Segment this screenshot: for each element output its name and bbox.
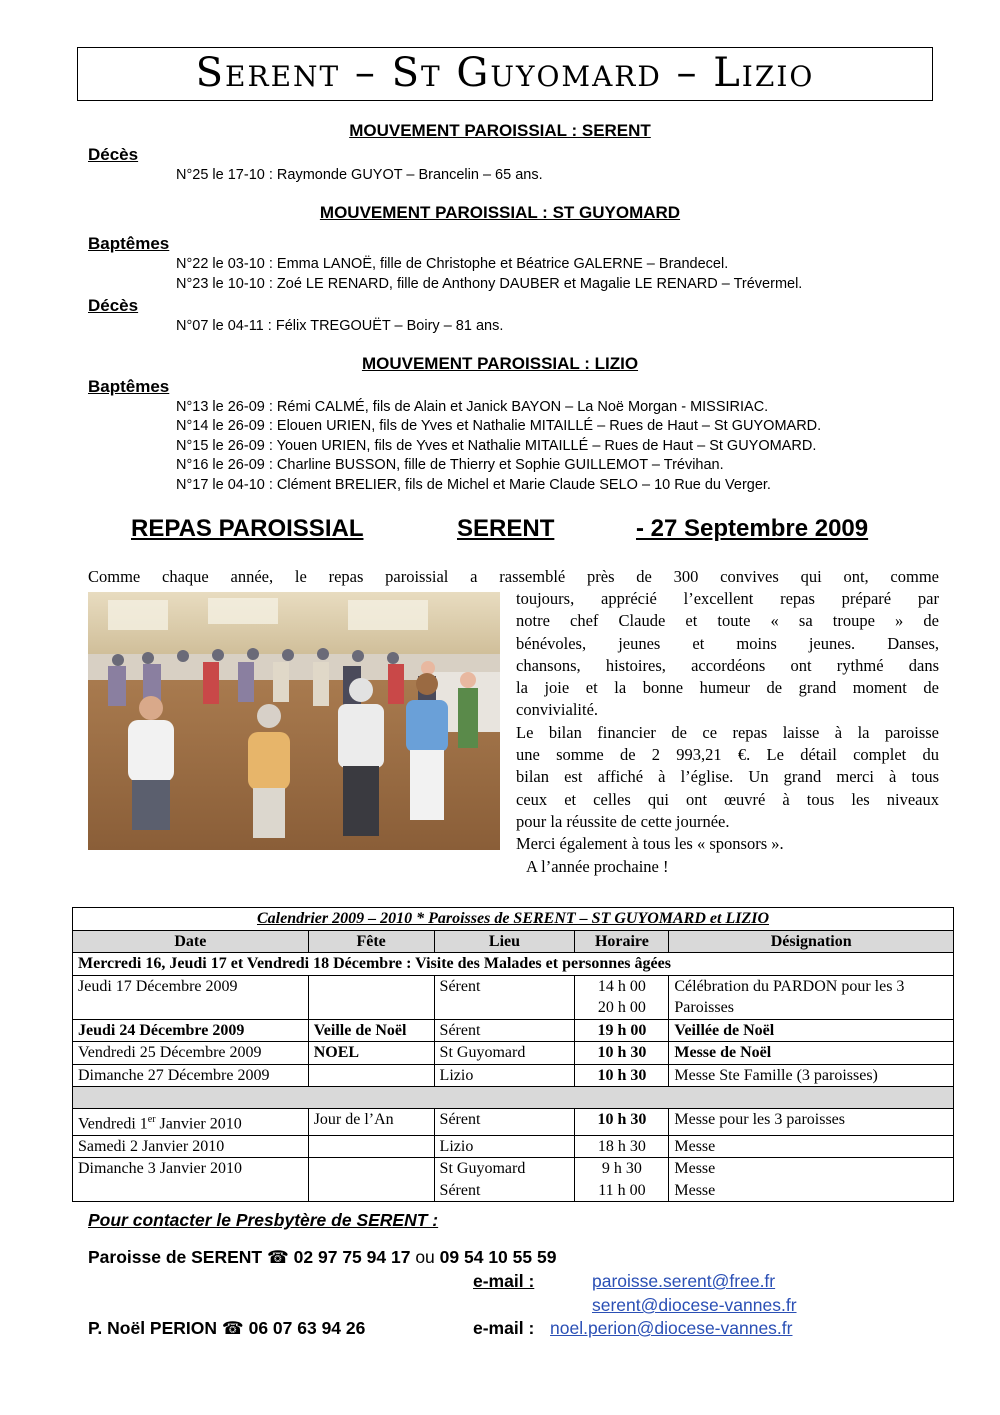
cell-fete: Jour de l’An bbox=[308, 1109, 434, 1136]
cell-horaire bbox=[575, 1158, 669, 1202]
paragraph-line: toujours, apprécié l’excellent repas préparé par bbox=[516, 589, 939, 608]
or-text: ou bbox=[415, 1247, 435, 1267]
contact-pretre-line bbox=[88, 1318, 365, 1339]
horaire-value: 9 h 30 bbox=[601, 1160, 642, 1178]
table-row bbox=[73, 1158, 954, 1202]
repas-heading-part-1: REPAS PAROISSIAL bbox=[131, 515, 364, 542]
notice-row bbox=[73, 953, 954, 976]
cell-lieu bbox=[434, 1158, 575, 1202]
cell-lieu: Lizio bbox=[434, 1064, 575, 1087]
table-row bbox=[73, 1042, 954, 1065]
repas-paragraph-first-line: Comme chaque année, le repas paroissial a rassemblé près de 300 convives qui ont, comme bbox=[88, 567, 939, 586]
email-label: e-mail : bbox=[473, 1271, 535, 1291]
paragraph-line: la joie et la bonne humeur de grand moment de bbox=[516, 678, 939, 698]
cell-horaire bbox=[575, 975, 669, 1019]
cell-fete bbox=[308, 1135, 434, 1158]
lieu-value: St Guyomard bbox=[439, 1160, 526, 1178]
horaire-value: 14 h 00 bbox=[597, 977, 646, 995]
category-deces-serent: Décès bbox=[88, 145, 139, 164]
separator-row bbox=[73, 1087, 954, 1109]
paragraph-line: Merci également à tous les « sponsors ». bbox=[516, 834, 784, 854]
list-item: N°22 le 03-10 : Emma LANOË, fille de Christophe et Béatrice GALERNE – Brandecel. bbox=[176, 256, 729, 272]
calendar-notice: Mercredi 16, Jeudi 17 et Vendredi 18 Décembre : Visite des Malades et personnes âgées bbox=[73, 953, 954, 976]
list-item: N°14 le 26-09 : Elouen URIEN, fils de Yves et Nathalie MITAILLÉ – Rues de Haut – St GUYOMARD. bbox=[176, 418, 822, 434]
cell-horaire: 19 h 00 bbox=[575, 1019, 669, 1042]
list-item: N°07 le 04-11 : Félix TREGOUËT – Boiry – 81 ans. bbox=[176, 318, 504, 334]
cell-date: Vendredi 25 Décembre 2009 bbox=[73, 1042, 309, 1065]
cell-date: Samedi 2 Janvier 2010 bbox=[73, 1135, 309, 1158]
list-item: N°23 le 10-10 : Zoé LE RENARD, fille de Anthony DAUBER et Magalie LE RENARD – Trévermel. bbox=[176, 276, 803, 292]
page-title: Serent – St Guyomard – Lizio bbox=[195, 50, 815, 96]
paragraph-line: Le bilan financier de ce repas laisse à la paroisse bbox=[516, 722, 939, 742]
paragraph-line: chansons, histoires, accordéons ont rythmé dans bbox=[516, 655, 939, 675]
cell-designation: Messe pour les 3 paroisses bbox=[669, 1109, 954, 1136]
list-item: N°13 le 26-09 : Rémi CALMÉ, fils de Alain et Janick BAYON – La Noë Morgan - MISSIRIAC. bbox=[176, 399, 769, 415]
calendar-title: Calendrier 2009 – 2010 * Paroisses de SERENT – ST GUYOMARD et LIZIO bbox=[73, 908, 954, 931]
separator-cell bbox=[73, 1087, 954, 1109]
email-link-pretre[interactable]: noel.perion@diocese-vannes.fr bbox=[550, 1318, 793, 1338]
cell-date: Jeudi 24 Décembre 2009 bbox=[73, 1019, 309, 1042]
cell-designation: Messe bbox=[669, 1135, 954, 1158]
column-header-fete: Fête bbox=[308, 930, 434, 953]
category-baptemes-st-guyomard: Baptêmes bbox=[88, 234, 170, 253]
repas-heading bbox=[0, 515, 1000, 545]
repas-paragraph bbox=[516, 588, 939, 878]
table-row bbox=[73, 1019, 954, 1042]
contact-heading: Pour contacter le Presbytère de SERENT : bbox=[88, 1210, 439, 1230]
paragraph-line: bénévoles, jeunes et moins jeunes. Danses, bbox=[516, 633, 939, 653]
list-item: N°25 le 17-10 : Raymonde GUYOT – Brancelin – 65 ans. bbox=[176, 167, 543, 183]
cell-date: Dimanche 3 Janvier 2010 bbox=[73, 1158, 309, 1202]
cell-lieu: St Guyomard bbox=[434, 1042, 575, 1065]
paragraph-line: une somme de 2 993,21 €. Le détail complet du bbox=[516, 745, 939, 765]
column-header-date: Date bbox=[73, 930, 309, 953]
table-row bbox=[73, 1109, 954, 1136]
cell-horaire: 10 h 30 bbox=[575, 1109, 669, 1136]
date-text: Janvier 2010 bbox=[155, 1115, 242, 1133]
repas-heading-part-3: - 27 Septembre 2009 bbox=[636, 515, 869, 542]
column-header-designation: Désignation bbox=[669, 930, 954, 953]
cell-horaire: 18 h 30 bbox=[575, 1135, 669, 1158]
designation-value: Messe bbox=[674, 1160, 716, 1178]
cell-designation: Veillée de Noël bbox=[669, 1019, 954, 1042]
email-link-serent[interactable]: serent@diocese-vannes.fr bbox=[592, 1295, 797, 1315]
date-ordinal: er bbox=[147, 1114, 156, 1125]
calendar-table bbox=[72, 907, 954, 1202]
pretre-phone: 06 07 63 94 26 bbox=[248, 1318, 366, 1338]
category-deces-st-guyomard: Décès bbox=[88, 296, 139, 315]
contact-paroisse-line bbox=[88, 1247, 556, 1268]
designation-value: Messe bbox=[674, 1181, 716, 1199]
cell-fete: Veille de Noël bbox=[308, 1019, 434, 1042]
cell-fete bbox=[308, 1158, 434, 1202]
cell-horaire: 10 h 30 bbox=[575, 1064, 669, 1087]
cell-designation: Célébration du PARDON pour les 3 Paroisses bbox=[669, 975, 954, 1019]
dance-photo bbox=[88, 592, 500, 850]
email-label-2: e-mail : bbox=[473, 1318, 535, 1338]
list-item: N°15 le 26-09 : Youen URIEN, fils de Yves et Nathalie MITAILLÉ – Rues de Haut – St GUYOMARD. bbox=[176, 438, 817, 454]
pretre-label: P. Noël PERION bbox=[88, 1318, 218, 1338]
paragraph-line: convivialité. bbox=[516, 700, 599, 720]
column-header-horaire: Horaire bbox=[575, 930, 669, 953]
page-title-box bbox=[77, 47, 933, 101]
paroisse-label: Paroisse de SERENT bbox=[88, 1247, 263, 1267]
cell-date: Jeudi 17 Décembre 2009 bbox=[73, 975, 309, 1019]
cell-designation: Messe Ste Famille (3 paroisses) bbox=[669, 1064, 954, 1087]
repas-heading-part-2: SERENT bbox=[457, 515, 555, 542]
cell-designation: Messe de Noël bbox=[669, 1042, 954, 1065]
category-baptemes-lizio: Baptêmes bbox=[88, 377, 170, 396]
paroisse-phone: 02 97 75 94 17 bbox=[293, 1247, 411, 1267]
cell-date: Dimanche 27 Décembre 2009 bbox=[73, 1064, 309, 1087]
horaire-value: 20 h 00 bbox=[597, 999, 646, 1016]
phone-icon: ☎ bbox=[266, 1247, 289, 1267]
section-heading-lizio: MOUVEMENT PAROISSIAL : LIZIO bbox=[361, 354, 639, 373]
paragraph-line: notre chef Claude et toute « sa troupe » de bbox=[516, 611, 939, 631]
cell-fete bbox=[308, 1064, 434, 1087]
cell-lieu: Sérent bbox=[434, 1109, 575, 1136]
email-link-paroisse[interactable]: paroisse.serent@free.fr bbox=[592, 1271, 776, 1291]
list-item: N°17 le 04-10 : Clément BRELIER, fils de Michel et Marie Claude SELO – 10 Rue du Verger. bbox=[176, 477, 771, 493]
cell-fete: NOEL bbox=[308, 1042, 434, 1065]
paroisse-phone-2: 09 54 10 55 59 bbox=[439, 1247, 557, 1267]
cell-fete bbox=[308, 975, 434, 1019]
table-row bbox=[73, 975, 954, 1019]
cell-date bbox=[73, 1109, 309, 1136]
horaire-value: 11 h 00 bbox=[598, 1181, 646, 1199]
paragraph-line: bilan est affiché à l’église. Un grand merci à tous bbox=[516, 767, 939, 787]
lieu-value: Sérent bbox=[439, 1181, 481, 1199]
cell-designation bbox=[669, 1158, 954, 1202]
cell-lieu: Sérent bbox=[434, 1019, 575, 1042]
phone-icon: ☎ bbox=[221, 1318, 244, 1338]
date-text: Vendredi 1 bbox=[78, 1115, 148, 1133]
column-header-lieu: Lieu bbox=[434, 930, 575, 953]
list-item: N°16 le 26-09 : Charline BUSSON, fille de Thierry et Sophie GUILLEMOT – Trévihan. bbox=[176, 457, 724, 473]
section-heading-serent: MOUVEMENT PAROISSIAL : SERENT bbox=[349, 121, 651, 140]
table-row bbox=[73, 1064, 954, 1087]
section-heading-st-guyomard: MOUVEMENT PAROISSIAL : ST GUYOMARD bbox=[319, 203, 681, 222]
cell-horaire: 10 h 30 bbox=[575, 1042, 669, 1065]
table-header-row bbox=[73, 930, 954, 953]
table-row bbox=[73, 1135, 954, 1158]
paragraph-line: pour la réussite de cette journée. bbox=[516, 811, 730, 831]
paragraph-line: A l’année prochaine ! bbox=[526, 856, 669, 876]
paragraph-line: ceux et celles qui ont œuvré à tous les niveaux bbox=[516, 789, 939, 809]
cell-lieu: Sérent bbox=[434, 975, 575, 1019]
cell-lieu: Lizio bbox=[434, 1135, 575, 1158]
